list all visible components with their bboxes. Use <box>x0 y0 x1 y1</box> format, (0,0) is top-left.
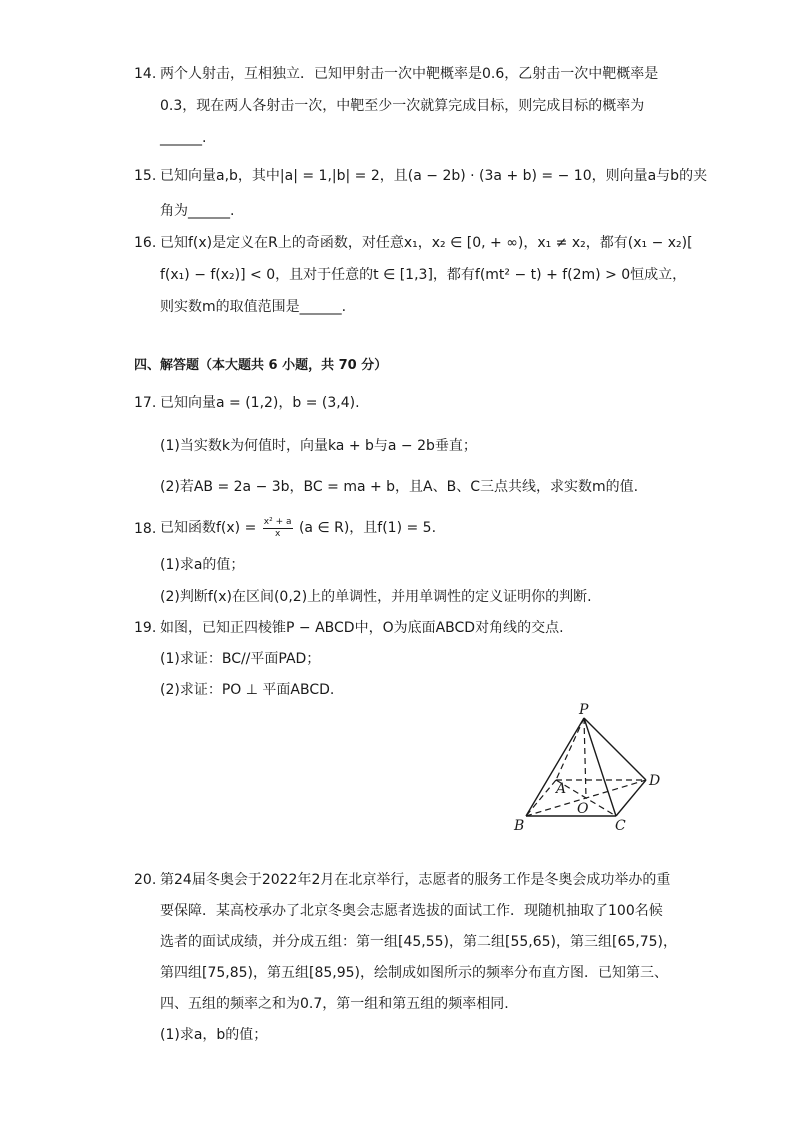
vertex-label-A: A <box>556 781 567 797</box>
vertex-label-B: B <box>514 818 525 834</box>
q17-line-1: 已知向量a = (1,2)，b = (3,4). <box>160 395 360 411</box>
edge-PA <box>556 718 584 780</box>
pyramid-figure <box>500 700 680 840</box>
q20-part-1: (1)求a，b的值； <box>160 1027 268 1043</box>
q20-line-5: 四、五组的频率之和为0.7，第一组和第五组的频率相同. <box>160 996 509 1012</box>
q20-line-2: 要保障．某高校承办了北京冬奥会志愿者选拔的面试工作．现随机抽取了100名候 <box>160 903 663 919</box>
q20-line-1: 第24届冬奥会于2022年2月在北京举行，志愿者的服务工作是冬奥会成功举办的重 <box>160 872 671 888</box>
edge-PC <box>584 718 616 816</box>
q18-tail: (a ∈ R)，且f(1) = 5. <box>298 520 437 536</box>
edge-AB <box>526 780 556 816</box>
q16-line-2: f(x₁) − f(x₂)] < 0，且对于任意的t ∈ [1,3]，都有f(mt² − t) + f(2m) > 0恒成立， <box>160 267 687 283</box>
section-title: 四、解答题（本大题共 6 小题，共 70 分） <box>134 358 388 373</box>
q17-part-2: (2)若AB = 2a − 3b，BC = ma + b，且A、B、C三点共线，求实数m的值. <box>160 479 639 495</box>
q16-number: 16. <box>134 235 157 251</box>
q19-line-1: 如图，已知正四棱锥P − ABCD中，O为底面ABCD对角线的交点. <box>160 620 564 636</box>
q18-part-1: (1)求a的值； <box>160 557 245 573</box>
q14-number: 14. <box>134 66 157 82</box>
q18-part-2: (2)判断f(x)在区间(0,2)上的单调性，并用单调性的定义证明你的判断. <box>160 589 592 605</box>
q15-line-1: 已知向量a,b，其中|a| = 1,|b| = 2，且(a − 2b) · (3a + b) = − 10，则向量a与b的夹 <box>160 168 708 184</box>
q18-fraction-numerator: x² + a <box>263 516 292 527</box>
q18-fraction-denominator: x <box>274 528 281 539</box>
q15-line-2: 角为______. <box>160 203 235 219</box>
q20-line-3: 选者的面试成绩，并分成五组：第一组[45,55)，第二组[55,65)，第三组[65,75)， <box>160 934 678 950</box>
q19-part-2: (2)求证：PO ⊥ 平面ABCD. <box>160 682 335 698</box>
q18-fraction <box>263 517 293 540</box>
vertex-label-O: O <box>577 801 589 817</box>
vertex-label-C: C <box>615 818 626 834</box>
q16-line-1: 已知f(x)是定义在R上的奇函数，对任意x₁，x₂ ∈ [0, + ∞)，x₁ ≠ x₂，都有(x₁ − x₂)[ <box>160 235 693 251</box>
q14-line-1: 两个人射击，互相独立．已知甲射击一次中靶概率是0.6，乙射击一次中靶概率是 <box>160 66 659 82</box>
q15-number: 15. <box>134 168 157 184</box>
edge-PD <box>584 718 646 780</box>
edge-CD <box>616 780 646 816</box>
vertex-label-P: P <box>579 702 589 718</box>
q14-blank: ______. <box>160 130 207 146</box>
q14-line-2: 0.3，现在两人各射击一次，中靶至少一次就算完成目标，则完成目标的概率为 <box>160 98 645 114</box>
q16-line-3: 则实数m的取值范围是______. <box>160 299 347 315</box>
q18-lead: 已知函数f(x) = <box>160 520 257 536</box>
vertex-label-D: D <box>649 773 661 789</box>
height-PO <box>584 718 586 798</box>
q17-part-1: (1)当实数k为何值时，向量ka + b与a − 2b垂直； <box>160 438 477 454</box>
q20-line-4: 第四组[75,85)，第五组[85,95)，绘制成如图所示的频率分布直方图．已知第三、 <box>160 965 669 981</box>
q18-line-1 <box>160 512 436 544</box>
q18-number: 18. <box>134 521 157 537</box>
q19-number: 19. <box>134 620 157 636</box>
q17-number: 17. <box>134 395 157 411</box>
q19-part-1: (1)求证：BC//平面PAD； <box>160 651 321 667</box>
q20-number: 20. <box>134 872 157 888</box>
